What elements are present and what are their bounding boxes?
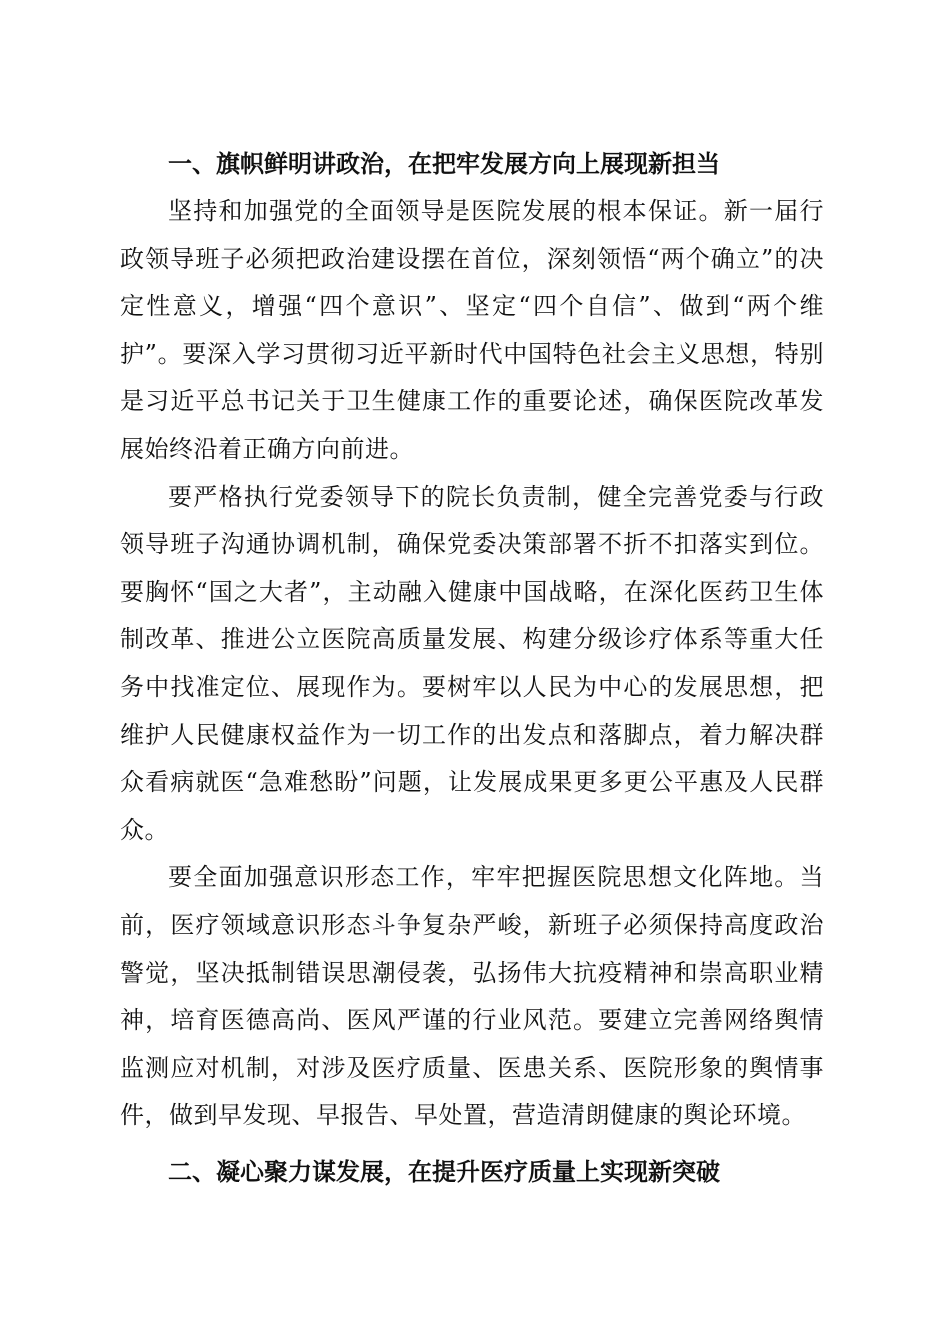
- document-body: [120, 140, 824, 1196]
- section-heading-1: 一、旗帜鲜明讲政治，在把牢发展方向上展现新担当: [168, 150, 720, 178]
- paragraph-3: 要全面加强意识形态工作，牢牢把握医院思想文化阵地。当前，医疗领域意识形态斗争复杂严峻，新班子必须保持高度政治警觉，坚决抵制错误思潮侵袭，弘扬伟大抗疫精神和崇高职业精神，培育医德高尚、医风严谨的行业风范。要建立完善网络舆情监测应对机制，对涉及医疗质量、医患关系、医院形象的舆情事件，做到早发现、早报告、早处置，营造清朗健康的舆论环境。: [120, 863, 824, 1130]
- section-heading-2: 二、凝心聚力谋发展，在提升医疗质量上实现新突破: [168, 1157, 720, 1186]
- paragraph-1: 坚持和加强党的全面领导是医院发展的根本保证。新一届行政领导班子必须把政治建设摆在首位，深刻领悟“两个确立”的决定性意义，增强“四个意识”、坚定“四个自信”、做到“两个维护”。要深入学习贯彻习近平新时代中国特色社会主义思想，特别是习近平总书记关于卫生健康工作的重要论述，确保医院改革发展始终沿着正确方向前进。: [120, 197, 824, 463]
- paragraph-2: 要严格执行党委领导下的院长负责制，健全完善党委与行政领导班子沟通协调机制，确保党委决策部署不折不扣落实到位。要胸怀“国之大者”，主动融入健康中国战略，在深化医药卫生体制改革、推进公立医院高质量发展、构建分级诊疗体系等重大任务中找准定位、展现作为。要树牢以人民为中心的发展思想，把维护人民健康权益作为一切工作的出发点和落脚点，着力解决群众看病就医“急难愁盼”问题，让发展成果更多更公平惠及人民群众。: [120, 482, 824, 844]
